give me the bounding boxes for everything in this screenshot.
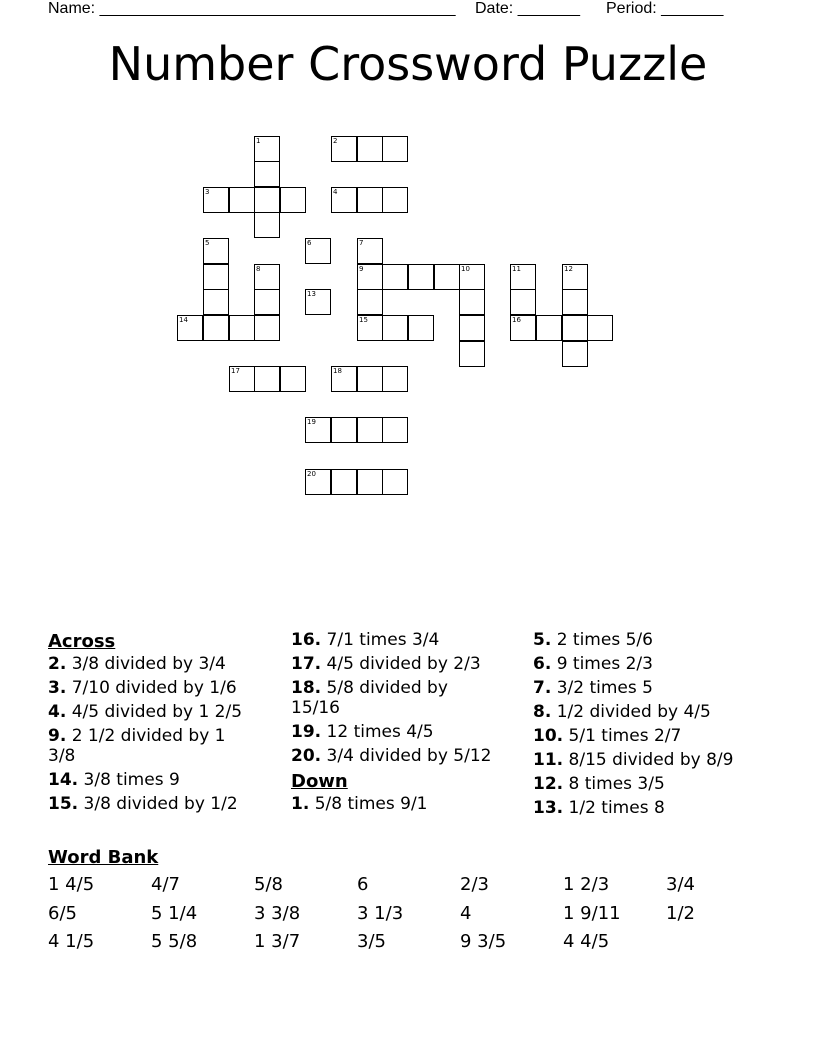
word-bank-item: 6/5 <box>48 903 77 924</box>
clue-number: 14 <box>179 316 188 324</box>
clue-item: 16. 7/1 times 3/4 <box>291 630 440 650</box>
crossword-cell[interactable] <box>357 469 383 495</box>
word-bank-item: 1 9/11 <box>563 903 621 924</box>
crossword-cell[interactable] <box>382 469 408 495</box>
clue-item: 5. 2 times 5/6 <box>533 630 653 650</box>
clue-number: 7 <box>359 239 364 247</box>
crossword-cell[interactable] <box>331 187 357 213</box>
across-heading: Across <box>48 631 116 652</box>
crossword-cell[interactable] <box>254 136 280 162</box>
word-bank-item: 6 <box>357 874 369 895</box>
clue-item: 4. 4/5 divided by 1 2/5 <box>48 702 243 722</box>
clue-number: 5 <box>205 239 210 247</box>
crossword-cell[interactable] <box>357 366 383 392</box>
crossword-cell[interactable] <box>331 417 357 443</box>
crossword-cell[interactable] <box>382 136 408 162</box>
crossword-cell[interactable] <box>536 315 562 341</box>
clues-column-2 <box>291 630 516 818</box>
word-bank-item: 5/8 <box>254 874 283 895</box>
word-bank-item: 4 4/5 <box>563 931 610 952</box>
clue-number: 6 <box>307 239 312 247</box>
clue-number: 17 <box>231 367 240 375</box>
clue-item: 11. 8/15 divided by 8/9 <box>533 750 734 770</box>
clue-item: 13. 1/2 times 8 <box>533 798 665 818</box>
word-bank-heading: Word Bank <box>48 847 159 868</box>
crossword-cell[interactable] <box>229 187 255 213</box>
clue-item: 14. 3/8 times 9 <box>48 770 180 790</box>
crossword-cell[interactable] <box>382 417 408 443</box>
crossword-cell[interactable] <box>357 264 383 290</box>
crossword-cell[interactable] <box>459 315 485 341</box>
word-bank-item: 3/5 <box>357 931 386 952</box>
page-title: Number Crossword Puzzle <box>108 37 708 91</box>
word-bank-item: 1 3/7 <box>254 931 301 952</box>
crossword-cell[interactable] <box>254 366 280 392</box>
clue-number: 2 <box>333 137 338 145</box>
clue-number: 20 <box>307 470 316 478</box>
clue-item: 6. 9 times 2/3 <box>533 654 653 674</box>
word-bank-item: 1/2 <box>666 903 695 924</box>
clue-number: 13 <box>307 290 316 298</box>
word-bank-item: 5 5/8 <box>151 931 198 952</box>
crossword-cell[interactable] <box>254 315 280 341</box>
crossword-cell[interactable] <box>510 315 536 341</box>
clue-item: 20. 3/4 divided by 5/12 <box>291 746 492 766</box>
clue-number: 11 <box>512 265 521 273</box>
crossword-cell[interactable] <box>229 366 255 392</box>
crossword-cell[interactable] <box>203 238 229 264</box>
clue-item: 10. 5/1 times 2/7 <box>533 726 682 746</box>
clue-item: 15. 3/8 divided by 1/2 <box>48 794 238 814</box>
clue-item: 17. 4/5 divided by 2/3 <box>291 654 481 674</box>
clue-number: 10 <box>461 265 470 273</box>
crossword-cell[interactable] <box>510 289 536 315</box>
crossword-cell[interactable] <box>254 187 280 213</box>
crossword-cell[interactable] <box>459 341 485 367</box>
crossword-cell[interactable] <box>177 315 203 341</box>
crossword-cell[interactable] <box>331 366 357 392</box>
clue-number: 12 <box>564 265 573 273</box>
crossword-cell[interactable] <box>254 212 280 238</box>
word-bank-item: 3 3/8 <box>254 903 301 924</box>
crossword-cell[interactable] <box>382 187 408 213</box>
clues-column-1 <box>48 630 273 818</box>
word-bank-item: 3 1/3 <box>357 903 404 924</box>
crossword-cell[interactable] <box>587 315 613 341</box>
crossword-cell[interactable] <box>459 264 485 290</box>
crossword-cell[interactable] <box>254 161 280 187</box>
crossword-cell[interactable] <box>331 469 357 495</box>
crossword-cell[interactable] <box>562 341 588 367</box>
clue-number: 1 <box>256 137 261 145</box>
crossword-cell[interactable] <box>562 289 588 315</box>
crossword-cell[interactable] <box>203 264 229 290</box>
crossword-cell[interactable] <box>510 264 536 290</box>
clue-item: 2. 3/8 divided by 3/4 <box>48 654 226 674</box>
crossword-cell[interactable] <box>408 264 434 290</box>
crossword-cell[interactable] <box>382 264 408 290</box>
crossword-cell[interactable] <box>357 315 383 341</box>
date-line[interactable]: _______ <box>517 0 580 17</box>
crossword-cell[interactable] <box>254 264 280 290</box>
down-heading: Down <box>291 771 348 792</box>
crossword-cell[interactable] <box>229 315 255 341</box>
crossword-cell[interactable] <box>305 238 331 264</box>
word-bank-item: 9 3/5 <box>460 931 507 952</box>
crossword-cell[interactable] <box>203 289 229 315</box>
word-bank-item: 3/4 <box>666 874 695 895</box>
name-line[interactable]: ________________________________________ <box>99 0 456 17</box>
clue-item: 9. 2 1/2 divided by 1 3/8 <box>48 726 226 766</box>
name-label: Name: <box>48 0 96 17</box>
word-bank-item: 5 1/4 <box>151 903 198 924</box>
clue-item: 1. 5/8 times 9/1 <box>291 794 428 814</box>
crossword-cell[interactable] <box>382 315 408 341</box>
crossword-cell[interactable] <box>382 366 408 392</box>
clue-number: 19 <box>307 418 316 426</box>
clue-item: 7. 3/2 times 5 <box>533 678 653 698</box>
crossword-cell[interactable] <box>203 187 229 213</box>
crossword-cell[interactable] <box>357 289 383 315</box>
crossword-cell[interactable] <box>562 315 588 341</box>
clue-number: 15 <box>359 316 368 324</box>
crossword-cell[interactable] <box>305 417 331 443</box>
crossword-cell[interactable] <box>254 289 280 315</box>
clue-item: 8. 1/2 divided by 4/5 <box>533 702 711 722</box>
crossword-cell[interactable] <box>203 315 229 341</box>
clue-number: 9 <box>359 265 364 273</box>
crossword-cell[interactable] <box>357 187 383 213</box>
period-line[interactable]: _______ <box>661 0 724 17</box>
crossword-cell[interactable] <box>562 264 588 290</box>
crossword-cell[interactable] <box>434 264 460 290</box>
crossword-cell[interactable] <box>408 315 434 341</box>
word-bank-item: 4/7 <box>151 874 180 895</box>
clue-number: 3 <box>205 188 210 196</box>
clues-column-3 <box>533 630 793 822</box>
crossword-cell[interactable] <box>357 417 383 443</box>
date-label: Date: <box>475 0 514 17</box>
word-bank-item: 4 <box>460 903 472 924</box>
clue-item: 3. 7/10 divided by 1/6 <box>48 678 237 698</box>
crossword-cell[interactable] <box>305 289 331 315</box>
word-bank-item: 2/3 <box>460 874 489 895</box>
word-bank-item: 1 4/5 <box>48 874 95 895</box>
clue-item: 12. 8 times 3/5 <box>533 774 665 794</box>
crossword-cell[interactable] <box>331 136 357 162</box>
clue-item: 18. 5/8 divided by 15/16 <box>291 678 448 718</box>
clue-item: 19. 12 times 4/5 <box>291 722 434 742</box>
crossword-cell[interactable] <box>357 238 383 264</box>
crossword-cell[interactable] <box>459 289 485 315</box>
crossword-cell[interactable] <box>305 469 331 495</box>
clue-number: 8 <box>256 265 261 273</box>
word-bank-item: 4 1/5 <box>48 931 95 952</box>
crossword-cell[interactable] <box>280 366 306 392</box>
period-label: Period: <box>606 0 657 17</box>
word-bank-item: 1 2/3 <box>563 874 610 895</box>
crossword-cell[interactable] <box>280 187 306 213</box>
clue-number: 16 <box>512 316 521 324</box>
clue-number: 4 <box>333 188 338 196</box>
crossword-grid <box>0 0 816 520</box>
clue-number: 18 <box>333 367 342 375</box>
crossword-cell[interactable] <box>357 136 383 162</box>
